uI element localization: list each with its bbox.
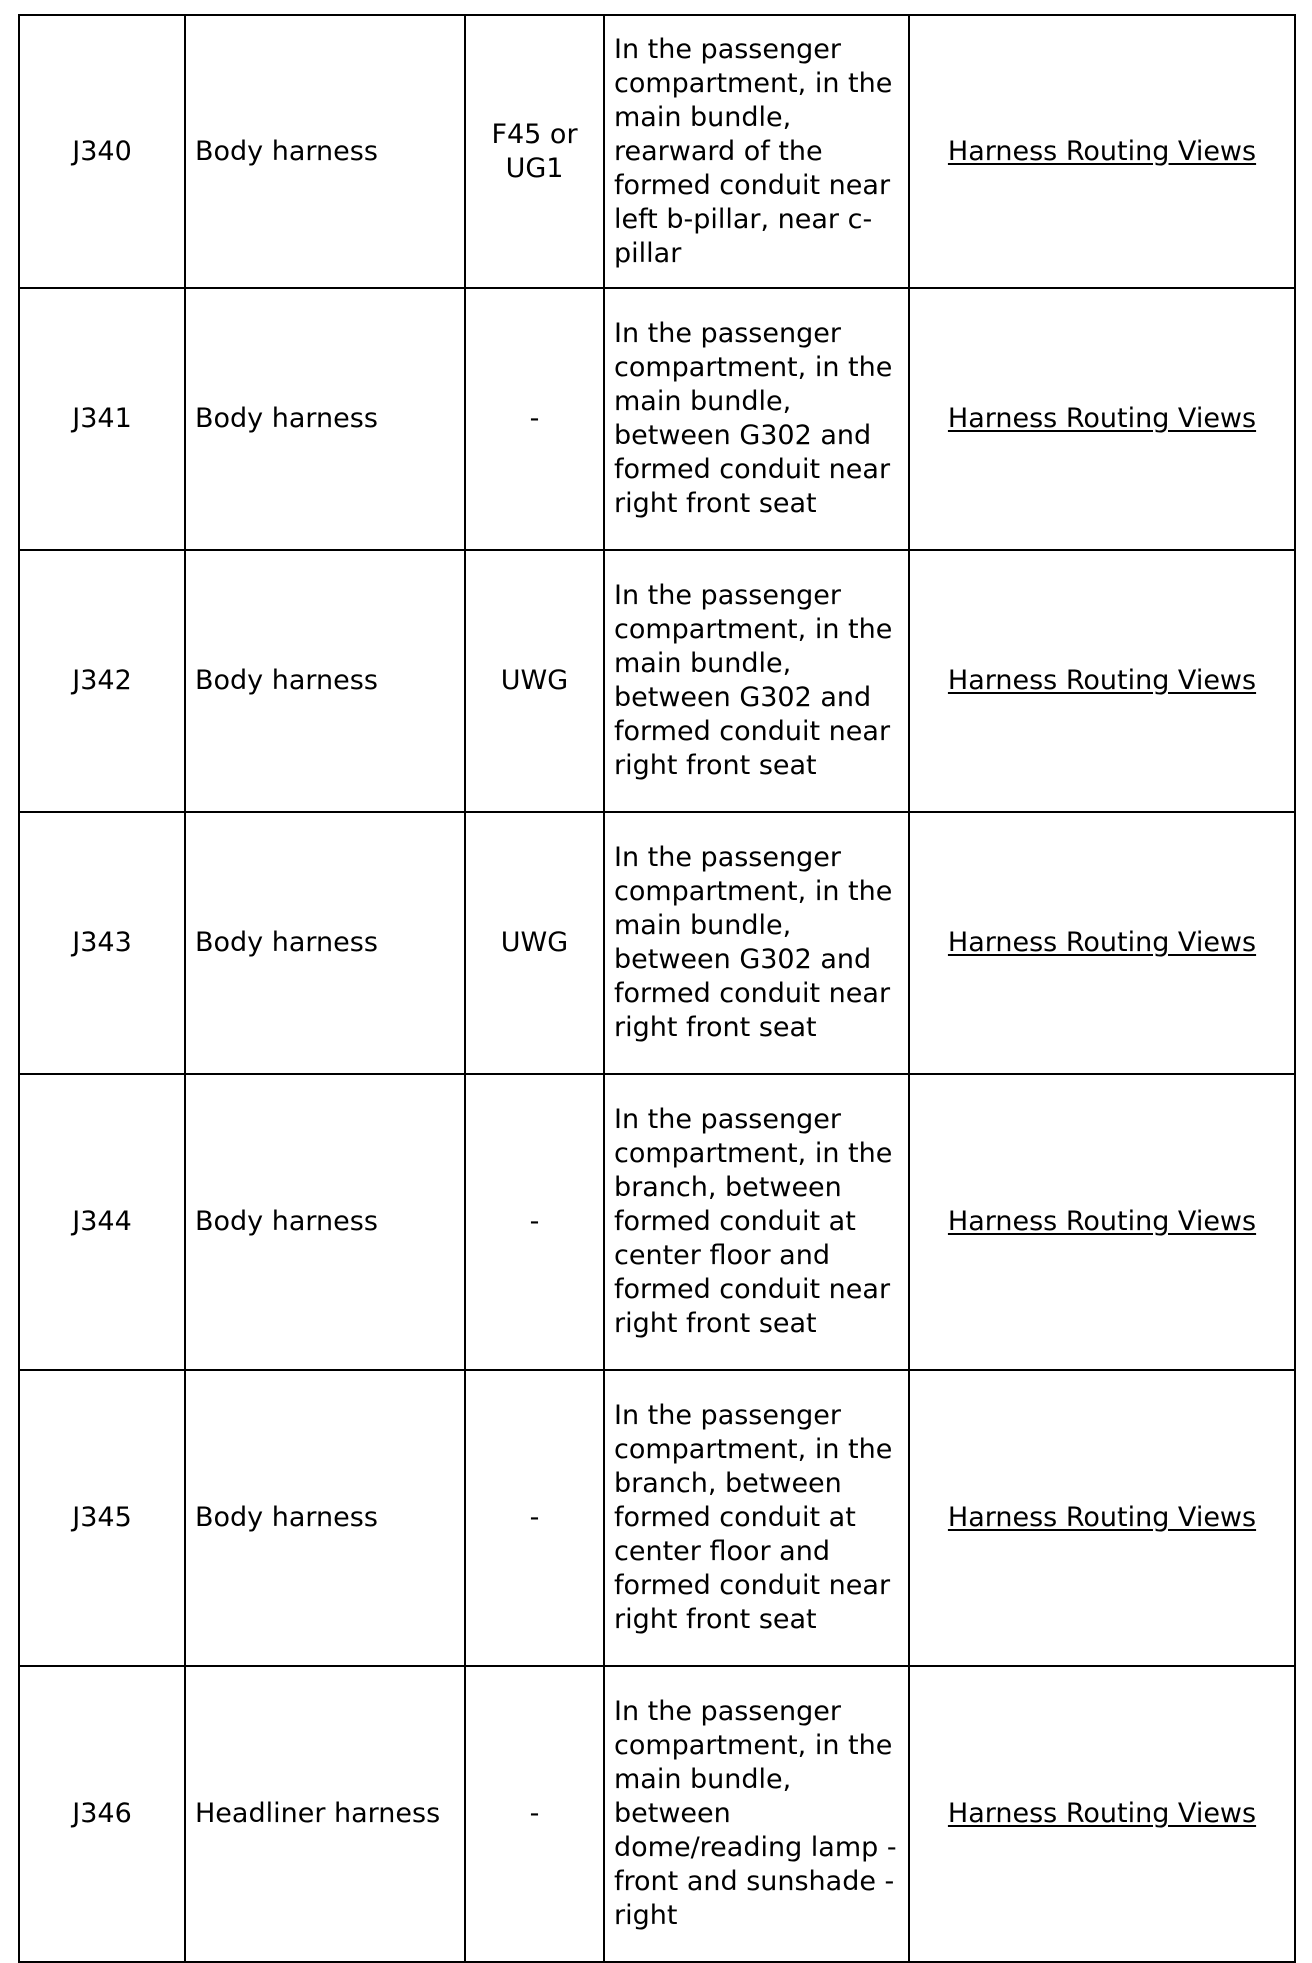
link-cell [909, 288, 1295, 550]
table-row [19, 812, 1295, 1074]
harness-routing-views-link[interactable]: Harness Routing Views [947, 927, 1257, 958]
splice-id-cell: J345 [19, 1370, 185, 1666]
harness-routing-views-link[interactable]: Harness Routing Views [947, 1502, 1257, 1533]
option-cell: - [465, 1074, 604, 1370]
harness-routing-views-link[interactable]: Harness Routing Views [947, 1206, 1257, 1237]
location-cell: In the passenger compartment, in the main bundle, between G302 and formed conduit near right front seat [604, 550, 909, 812]
link-cell [909, 550, 1295, 812]
splice-id-cell: J340 [19, 15, 185, 288]
option-cell: - [465, 288, 604, 550]
harness-cell: Body harness [185, 1074, 465, 1370]
option-cell: F45 or UG1 [465, 15, 604, 288]
harness-cell: Body harness [185, 15, 465, 288]
option-cell: - [465, 1666, 604, 1962]
harness-cell: Body harness [185, 812, 465, 1074]
link-cell [909, 812, 1295, 1074]
splice-id-cell: J341 [19, 288, 185, 550]
harness-routing-views-link[interactable]: Harness Routing Views [947, 1798, 1257, 1829]
location-cell: In the passenger compartment, in the main bundle, rearward of the formed conduit near left b-pillar, near c-pillar [604, 15, 909, 288]
table-row [19, 288, 1295, 550]
splice-id-cell: J344 [19, 1074, 185, 1370]
table-row [19, 15, 1295, 288]
link-cell [909, 1074, 1295, 1370]
harness-routing-views-link[interactable]: Harness Routing Views [947, 665, 1257, 696]
splice-table-page [18, 14, 1294, 1963]
harness-cell: Body harness [185, 550, 465, 812]
harness-routing-views-link[interactable]: Harness Routing Views [947, 403, 1257, 434]
link-cell [909, 15, 1295, 288]
location-cell: In the passenger compartment, in the main bundle, between dome/reading lamp - front and sunshade - right [604, 1666, 909, 1962]
harness-cell: Body harness [185, 1370, 465, 1666]
link-cell [909, 1370, 1295, 1666]
harness-cell: Headliner harness [185, 1666, 465, 1962]
option-cell: UWG [465, 550, 604, 812]
location-cell: In the passenger compartment, in the branch, between formed conduit at center floor and formed conduit near right front seat [604, 1074, 909, 1370]
option-cell: UWG [465, 812, 604, 1074]
location-cell: In the passenger compartment, in the main bundle, between G302 and formed conduit near right front seat [604, 812, 909, 1074]
link-cell [909, 1666, 1295, 1962]
table-row [19, 550, 1295, 812]
table-row [19, 1666, 1295, 1962]
splice-id-cell: J343 [19, 812, 185, 1074]
table-row [19, 1074, 1295, 1370]
harness-routing-views-link[interactable]: Harness Routing Views [947, 135, 1257, 167]
location-cell: In the passenger compartment, in the main bundle, between G302 and formed conduit near right front seat [604, 288, 909, 550]
splice-id-cell: J342 [19, 550, 185, 812]
harness-cell: Body harness [185, 288, 465, 550]
table-row [19, 1370, 1295, 1666]
location-cell: In the passenger compartment, in the branch, between formed conduit at center floor and formed conduit near right front seat [604, 1370, 909, 1666]
splice-id-cell: J346 [19, 1666, 185, 1962]
splice-locations-table [18, 14, 1296, 1963]
option-cell: - [465, 1370, 604, 1666]
